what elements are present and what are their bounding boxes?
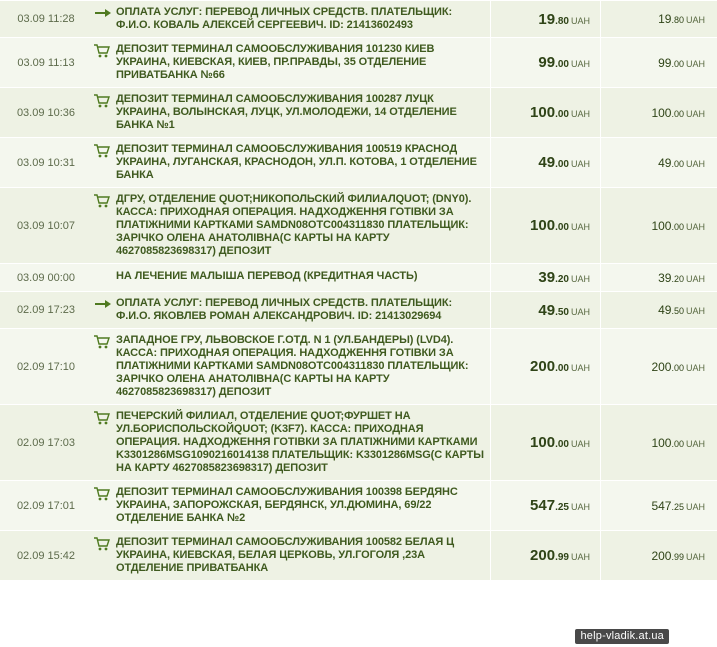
total-currency: UAH bbox=[685, 362, 705, 373]
table-row[interactable] bbox=[0, 88, 717, 138]
total-fraction: .20 bbox=[671, 273, 684, 284]
total-fraction: .00 bbox=[671, 58, 684, 69]
transaction-date: 03.09 00:00 bbox=[0, 264, 92, 292]
total-integer: 39 bbox=[658, 270, 672, 285]
cart-icon bbox=[94, 487, 112, 501]
transaction-total bbox=[601, 481, 717, 531]
transaction-amount bbox=[491, 405, 601, 481]
transaction-date: 03.09 11:13 bbox=[0, 38, 92, 88]
amount-integer: 99 bbox=[538, 54, 556, 71]
amount-currency: UAH bbox=[570, 159, 590, 169]
amount-fraction: .99 bbox=[555, 552, 569, 563]
watermark-text: help-vladik.at.ua bbox=[580, 630, 664, 642]
amount-currency: UAH bbox=[570, 306, 590, 317]
transaction-total bbox=[601, 38, 717, 88]
transaction-description-cell bbox=[92, 531, 491, 581]
transaction-total bbox=[601, 88, 717, 138]
amount-fraction: .20 bbox=[555, 274, 569, 285]
transaction-description: ДЕПОЗИТ ТЕРМИНАЛ САМООБСЛУЖИВАНИЯ 100519 КРАСНОД УКРАИНА, ЛУГАНСКАЯ, КРАСНОДОН, УЛ.П. КОТОВА, 1 ОТДЕЛЕНИЕ БАНКА bbox=[116, 143, 477, 181]
amount-fraction: .50 bbox=[555, 306, 569, 318]
total-currency: UAH bbox=[685, 438, 705, 449]
amount-integer: 49 bbox=[538, 154, 556, 171]
cart-icon bbox=[94, 44, 112, 58]
amount-integer: 49 bbox=[538, 301, 556, 319]
no-icon bbox=[94, 271, 112, 285]
total-currency: UAH bbox=[685, 551, 705, 562]
transaction-amount bbox=[491, 329, 601, 405]
transaction-description-cell bbox=[92, 292, 491, 329]
transaction-total bbox=[601, 405, 717, 481]
watermark bbox=[575, 629, 669, 644]
transaction-date: 02.09 15:42 bbox=[0, 531, 92, 581]
transaction-amount bbox=[491, 188, 601, 264]
transactions-body bbox=[0, 1, 717, 581]
amount-currency: UAH bbox=[570, 502, 590, 512]
transaction-total bbox=[601, 329, 717, 405]
transaction-date: 02.09 17:03 bbox=[0, 405, 92, 481]
amount-fraction: .25 bbox=[555, 502, 569, 513]
total-currency: UAH bbox=[685, 158, 705, 169]
amount-integer: 100 bbox=[530, 217, 556, 234]
transaction-description-cell bbox=[92, 38, 491, 88]
amount-fraction: .00 bbox=[555, 439, 569, 450]
transaction-date: 03.09 10:36 bbox=[0, 88, 92, 138]
transaction-total bbox=[601, 531, 717, 581]
amount-fraction: .80 bbox=[555, 15, 569, 27]
transaction-description: ОПЛАТА УСЛУГ: ПЕРЕВОД ЛИЧНЫХ СРЕДСТВ. ПЛАТЕЛЬЩИК: Ф.И.О. КОВАЛЬ АЛЕКСЕЙ СЕРГЕЕВИЧ. ID: 21413602493 bbox=[116, 6, 453, 31]
amount-fraction: .00 bbox=[555, 59, 569, 70]
amount-currency: UAH bbox=[570, 59, 590, 69]
transaction-amount bbox=[491, 264, 601, 292]
table-row[interactable] bbox=[0, 138, 717, 188]
transaction-description: ОПЛАТА УСЛУГ: ПЕРЕВОД ЛИЧНЫХ СРЕДСТВ. ПЛАТЕЛЬЩИК: Ф.И.О. ЯКОВЛЕВ РОМАН АЛЕКСАНДРОВИЧ. ID: 21413029694 bbox=[116, 297, 453, 322]
cart-icon bbox=[94, 411, 112, 425]
table-row[interactable] bbox=[0, 481, 717, 531]
total-fraction: .25 bbox=[671, 501, 684, 512]
total-currency: UAH bbox=[685, 501, 705, 512]
transaction-description: ДЕПОЗИТ ТЕРМИНАЛ САМООБСЛУЖИВАНИЯ 100287 ЛУЦК УКРАИНА, ВОЛЫНСКАЯ, ЛУЦК, УЛ.МОЛОДЕЖИ, 14 ОТДЕЛЕНИЕ БАНКА №1 bbox=[116, 93, 457, 131]
transaction-amount bbox=[491, 292, 601, 329]
total-integer: 547 bbox=[651, 498, 672, 513]
transaction-description-cell bbox=[92, 481, 491, 531]
arrow-right-icon bbox=[94, 7, 112, 21]
transaction-description: ДГРУ, ОТДЕЛЕНИЕ QUOT;НИКОПОЛЬСКИЙ ФИЛИАЛQUOT; (DNY0). КАССА: ПРИХОДНАЯ ОПЕРАЦИЯ. НАДХОДЖЕННЯ ГОТІВКИ ЗА ПЛАТІЖНИМИ КАРТКАМИ SAMDN08OTC004311830 ПЛАТЕЛЬЩИК: ЗАРІЧКО ОЛЕНА АНАТОЛІВНА(С КАРТЫ НА КАРТУ 4627085823698317) ДЕПОЗИТ bbox=[116, 193, 472, 257]
total-fraction: .00 bbox=[671, 158, 684, 169]
total-fraction: .00 bbox=[671, 438, 684, 449]
transaction-description: НА ЛЕЧЕНИЕ МАЛЫША ПЕРЕВОД (КРЕДИТНАЯ ЧАСТЬ) bbox=[116, 270, 418, 282]
total-integer: 100 bbox=[651, 105, 672, 120]
total-integer: 200 bbox=[651, 548, 672, 563]
amount-currency: UAH bbox=[570, 222, 590, 232]
total-integer: 200 bbox=[651, 359, 672, 374]
transaction-date: 02.09 17:23 bbox=[0, 292, 92, 329]
amount-currency: UAH bbox=[570, 363, 590, 373]
amount-currency: UAH bbox=[570, 109, 590, 119]
transaction-description-cell bbox=[92, 329, 491, 405]
total-currency: UAH bbox=[685, 306, 705, 316]
cart-icon bbox=[94, 335, 112, 349]
transaction-amount bbox=[491, 531, 601, 581]
total-fraction: .50 bbox=[671, 306, 684, 316]
amount-integer: 100 bbox=[530, 104, 556, 121]
table-row[interactable] bbox=[0, 531, 717, 581]
table-row[interactable] bbox=[0, 405, 717, 481]
total-fraction: .00 bbox=[671, 108, 684, 119]
transaction-date: 03.09 10:07 bbox=[0, 188, 92, 264]
transaction-description-cell bbox=[92, 88, 491, 138]
total-currency: UAH bbox=[685, 221, 705, 232]
table-row[interactable] bbox=[0, 329, 717, 405]
total-integer: 19 bbox=[658, 12, 672, 26]
transaction-description-cell bbox=[92, 138, 491, 188]
total-fraction: .80 bbox=[671, 15, 684, 25]
amount-integer: 39 bbox=[538, 269, 556, 286]
amount-currency: UAH bbox=[570, 15, 590, 26]
total-integer: 100 bbox=[651, 435, 672, 450]
total-integer: 49 bbox=[658, 155, 672, 170]
amount-currency: UAH bbox=[570, 439, 590, 449]
transaction-description: ПЕЧЕРСКИЙ ФИЛИАЛ, ОТДЕЛЕНИЕ QUOT;ФУРШЕТ НА УЛ.БОРИСПОЛЬСКОЙQUOT; (K3F7). КАССА: ПРИХОДНАЯ ОПЕРАЦИЯ. НАДХОДЖЕННЯ ГОТІВКИ ЗА ПЛАТІЖНИМИ КАРТКАМИ K3301286MSG1090216014138 ПЛАТЕЛЬЩИК: K3301286MSG(С КАРТЫ НА КАРТУ 4627085823698317) ДЕПОЗИТ bbox=[116, 410, 484, 474]
total-fraction: .00 bbox=[671, 362, 684, 373]
transaction-amount bbox=[491, 138, 601, 188]
transaction-date: 02.09 17:01 bbox=[0, 481, 92, 531]
table-row[interactable] bbox=[0, 38, 717, 88]
amount-currency: UAH bbox=[570, 552, 590, 562]
transaction-description-cell bbox=[92, 1, 491, 38]
amount-integer: 100 bbox=[530, 434, 556, 451]
amount-integer: 200 bbox=[530, 547, 556, 564]
table-row[interactable] bbox=[0, 264, 717, 292]
total-integer: 49 bbox=[658, 303, 672, 317]
total-currency: UAH bbox=[685, 108, 705, 119]
transaction-description-cell bbox=[92, 405, 491, 481]
arrow-right-icon bbox=[94, 298, 112, 312]
transaction-description: ДЕПОЗИТ ТЕРМИНАЛ САМООБСЛУЖИВАНИЯ 100398 БЕРДЯНС УКРАИНА, ЗАПОРОЖСКАЯ, БЕРДЯНСК, УЛ.ДЮМИНА, 69/22 ОТДЕЛЕНИЕ БАНКА №2 bbox=[116, 486, 458, 524]
total-integer: 99 bbox=[658, 55, 672, 70]
transaction-total bbox=[601, 292, 717, 329]
transaction-date: 03.09 10:31 bbox=[0, 138, 92, 188]
total-currency: UAH bbox=[685, 58, 705, 69]
transaction-date: 03.09 11:28 bbox=[0, 1, 92, 38]
transaction-description: ЗАПАДНОЕ ГРУ, ЛЬВОВСКОЕ Г.ОТД. N 1 (УЛ.БАНДЕРЫ) (LVD4). КАССА: ПРИХОДНАЯ ОПЕРАЦИЯ. НАДХОДЖЕННЯ ГОТІВКИ ЗА ПЛАТІЖНИМИ КАРТКАМИ SAMDN08OTC004311830 ПЛАТЕЛЬЩИК: ЗАРІЧКО ОЛЕНА АНАТОЛІВНА(С КАРТЫ НА КАРТУ 4627085823698317) ДЕПОЗИТ bbox=[116, 334, 469, 398]
amount-integer: 19 bbox=[538, 10, 556, 28]
amount-fraction: .00 bbox=[555, 222, 569, 233]
cart-icon bbox=[94, 94, 112, 108]
transaction-description-cell bbox=[92, 264, 491, 292]
total-fraction: .00 bbox=[671, 221, 684, 232]
transaction-amount bbox=[491, 481, 601, 531]
total-integer: 100 bbox=[651, 218, 672, 233]
transaction-total bbox=[601, 188, 717, 264]
amount-fraction: .00 bbox=[555, 159, 569, 170]
transaction-total bbox=[601, 264, 717, 292]
amount-integer: 200 bbox=[530, 358, 556, 375]
total-fraction: .99 bbox=[671, 551, 684, 562]
transaction-amount bbox=[491, 38, 601, 88]
cart-icon bbox=[94, 194, 112, 208]
amount-integer: 547 bbox=[530, 497, 556, 514]
amount-fraction: .00 bbox=[555, 109, 569, 120]
transaction-description-cell bbox=[92, 188, 491, 264]
amount-currency: UAH bbox=[570, 274, 590, 284]
cart-icon bbox=[94, 537, 112, 551]
transaction-description: ДЕПОЗИТ ТЕРМИНАЛ САМООБСЛУЖИВАНИЯ 101230 КИЕВ УКРАИНА, КИЕВСКАЯ, КИЕВ, ПР.ПРАВДЫ, 35 ОТДЕЛЕНИЕ ПРИВАТБАНКА №66 bbox=[116, 43, 435, 81]
total-currency: UAH bbox=[685, 273, 705, 284]
amount-fraction: .00 bbox=[555, 363, 569, 374]
total-currency: UAH bbox=[685, 15, 705, 25]
transaction-date: 02.09 17:10 bbox=[0, 329, 92, 405]
transaction-description: ДЕПОЗИТ ТЕРМИНАЛ САМООБСЛУЖИВАНИЯ 100582 БЕЛАЯ Ц УКРАИНА, КИЕВСКАЯ, БЕЛАЯ ЦЕРКОВЬ, УЛ.ГОГОЛЯ ,23А ОТДЕЛЕНИЕ ПРИВАТБАНКА bbox=[116, 536, 455, 574]
table-row[interactable] bbox=[0, 292, 717, 329]
transaction-total bbox=[601, 1, 717, 38]
cart-icon bbox=[94, 144, 112, 158]
table-row[interactable] bbox=[0, 188, 717, 264]
transaction-amount bbox=[491, 88, 601, 138]
transaction-total bbox=[601, 138, 717, 188]
table-row[interactable] bbox=[0, 1, 717, 38]
transaction-amount bbox=[491, 1, 601, 38]
